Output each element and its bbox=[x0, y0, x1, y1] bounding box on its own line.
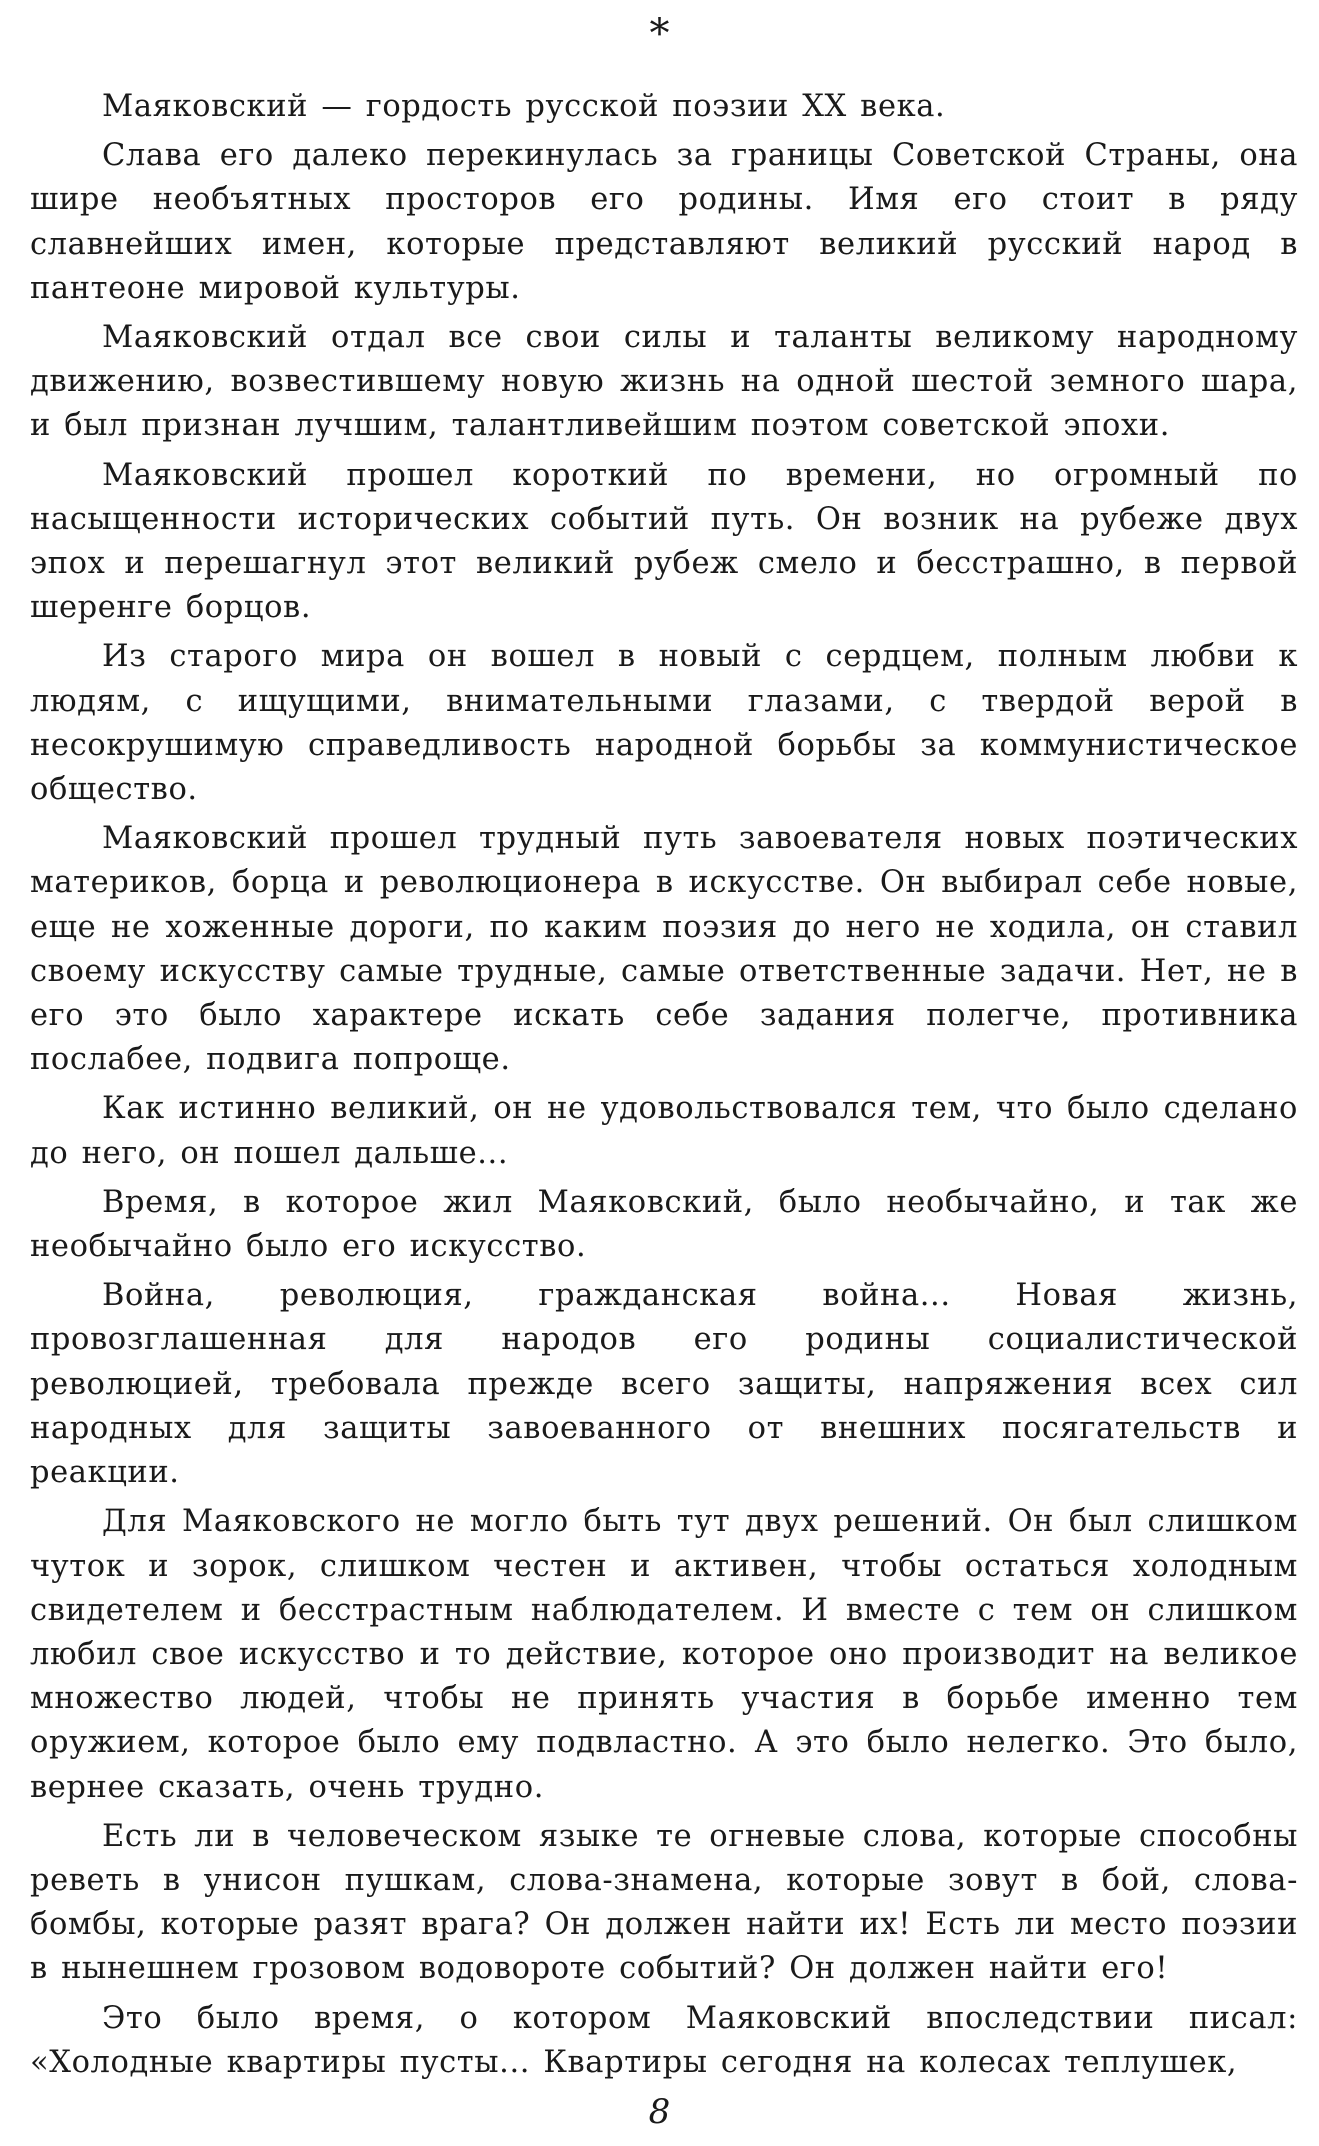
section-asterisk: * bbox=[649, 11, 670, 57]
paragraph: Это было время, о котором Маяковский впоследствии писал: «Холодные квартиры пусты... Квартиры сегодня на колесах теплушек, bbox=[30, 2000, 1298, 2080]
paragraph: Слава его далеко перекинулась за границы Советской Страны, она шире необъятных просторов его родины. Имя его стоит в ряду славнейших имен, которые представляют великий русский народ в пантеоне мировой культуры. bbox=[30, 138, 1298, 306]
paragraph: Из старого мира он вошел в новый с сердцем, полным любви к людям, с ищущими, внимательными глазами, с твердой верой в несокрушимую справедливость народной борьбы за коммунистическое общество. bbox=[30, 639, 1298, 808]
paragraph: Как истинно великий, он не удовольствовался тем, что было сделано до него, он пошел дальше... bbox=[30, 1091, 1298, 1171]
paragraph: Время, в которое жил Маяковский, было необычайно, и так же необычайно было его искусство. bbox=[30, 1184, 1298, 1265]
paragraph: Маяковский прошел трудный путь завоевателя новых поэтических материков, борца и революционера в искусстве. Он выбирал себе новые, еще не хоженные дороги, по каким поэзия до него не ходила, он ставил своему искусству самые трудные, самые ответственные задачи. Нет, не в его это было характере искать себе задания полегче, противника послабее, подвига попроще. bbox=[30, 821, 1298, 1078]
body-text bbox=[30, 85, 1298, 2090]
paragraph: Маяковский — гордость русской поэзии XX века. bbox=[102, 89, 946, 124]
paragraph: Война, революция, гражданская война... Новая жизнь, провозглашенная для народов его родины социалистической революцией, требовала прежде всего защиты, напряжения всех сил народных для защиты завоеванного от внешних посягательств и реакции. bbox=[30, 1278, 1298, 1491]
paragraph: Маяковский прошел короткий по времени, но огромный по насыщенности исторических событий путь. Он возник на рубеже двух эпох и перешагнул этот великий рубеж смело и бесстрашно, в первой шеренге борцов. bbox=[30, 457, 1298, 626]
page-number: 8 bbox=[648, 2092, 671, 2132]
paragraph: Маяковский отдал все свои силы и таланты великому народному движению, возвестившему новую жизнь на одной шестой земного шара, и был признан лучшим, талантливейшим поэтом советской эпохи. bbox=[30, 320, 1298, 444]
paragraph: Для Маяковского не могло быть тут двух решений. Он был слишком чуток и зорок, слишком честен и активен, чтобы остаться холодным свидетелем и бесстрастным наблюдателем. И вместе с тем он слишком любил свое искусство и то действие, которое оно производит на великое множество людей, чтобы не принять участия в борьбе именно тем оружием, которое было ему подвластно. А это было нелегко. Это было, вернее сказать, очень трудно. bbox=[30, 1504, 1298, 1805]
paragraph: Есть ли в человеческом языке те огневые слова, которые способны реветь в унисон пушкам, слова-знамена, которые зовут в бой, слова-бомбы, которые разят врага? Он должен найти их! Есть ли место поэзии в нынешнем грозовом водовороте событий? Он должен найти его! bbox=[30, 1818, 1298, 1987]
